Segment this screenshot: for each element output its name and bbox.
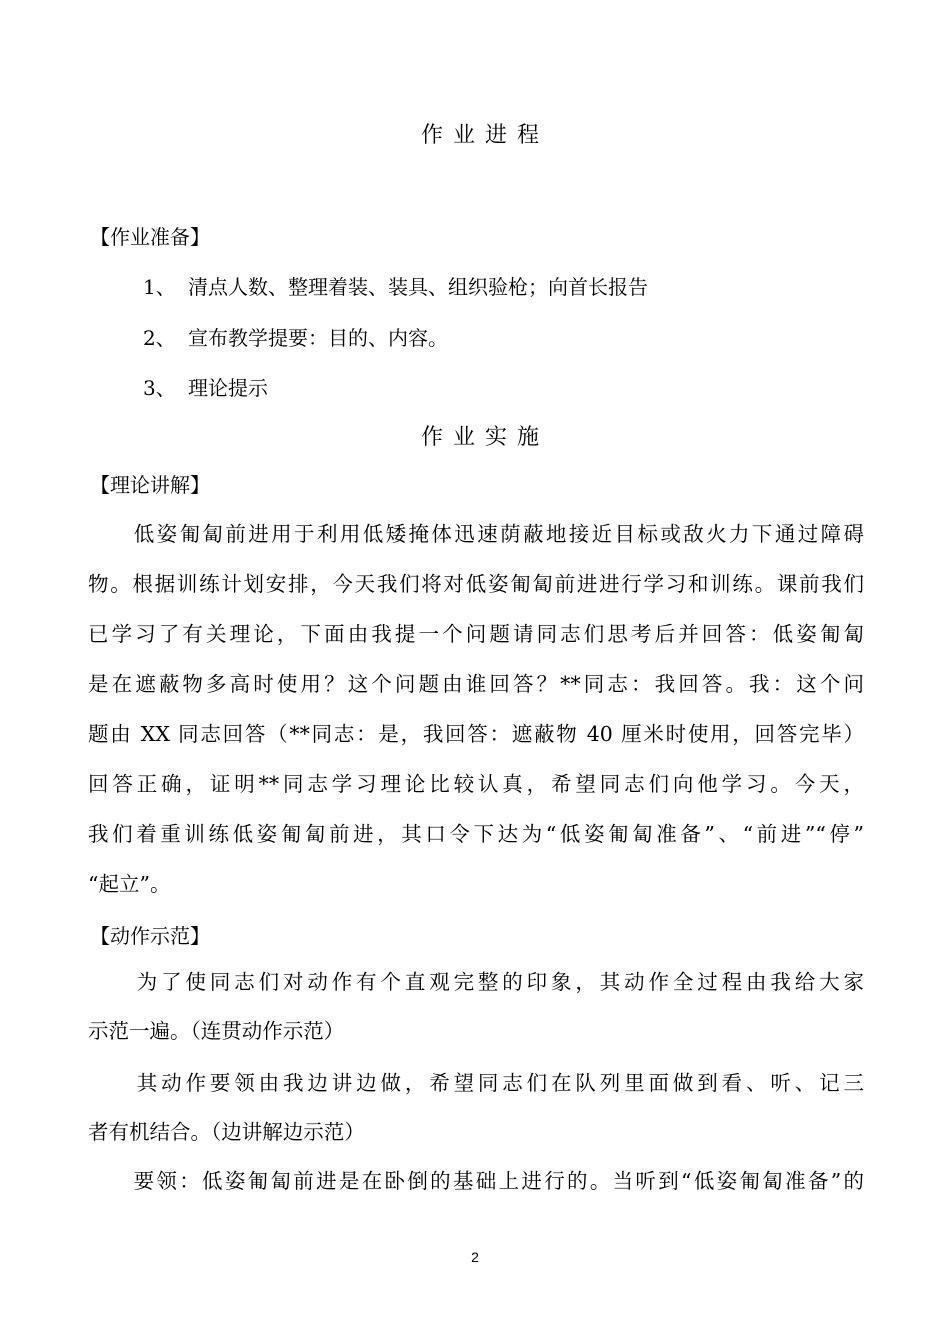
prep-heading: 【作业准备】 bbox=[90, 225, 210, 249]
list-item bbox=[143, 372, 268, 401]
list-item-text: 理论提示 bbox=[188, 376, 268, 400]
paragraph-line: “起立”。 bbox=[88, 872, 171, 896]
paragraph-line: 题由 XX 同志回答（**同志：是，我回答：遮蔽物 40 厘米时使用，回答完毕） bbox=[88, 722, 864, 746]
paragraph-line: 回答正确，证明**同志学习理论比较认真，希望同志们向他学习。今天， bbox=[88, 772, 864, 796]
list-item-text: 清点人数、整理着装、装具、组织验枪；向首长报告 bbox=[188, 275, 648, 299]
list-item-text: 宣布教学提要：目的、内容。 bbox=[188, 326, 448, 350]
paragraph-line: 是在遮蔽物多高时使用？这个问题由谁回答？**同志：我回答。我：这个问 bbox=[88, 672, 864, 696]
page-title: 作业进程 bbox=[420, 123, 549, 148]
demo-heading: 【动作示范】 bbox=[90, 924, 210, 948]
section-title: 作业实施 bbox=[420, 425, 549, 450]
paragraph-line: 我们着重训练低姿匍匐前进，其口令下达为“低姿匍匐准备”、“前进”“停” bbox=[88, 822, 864, 846]
paragraph-line: 为了使同志们对动作有个直观完整的印象，其动作全过程由我给大家 bbox=[88, 970, 864, 994]
list-item bbox=[143, 322, 448, 351]
list-item-number: 1、 bbox=[143, 275, 176, 299]
paragraph-line: 已学习了有关理论，下面由我提一个问题请同志们思考后并回答：低姿匍匐 bbox=[88, 622, 864, 646]
paragraph-line: 者有机结合。（边讲解边示范） bbox=[88, 1120, 365, 1144]
list-item-number: 3、 bbox=[143, 376, 176, 400]
paragraph-line: 要领：低姿匍匐前进是在卧倒的基础上进行的。当听到“低姿匍匐准备”的 bbox=[88, 1169, 864, 1193]
paragraph-line: 物。根据训练计划安排，今天我们将对低姿匍匐前进进行学习和训练。课前我们 bbox=[88, 572, 864, 596]
paragraph-line: 示范一遍。（连贯动作示范） bbox=[88, 1019, 345, 1043]
page-number: 2 bbox=[471, 1249, 479, 1265]
paragraph-line: 低姿匍匐前进用于利用低矮掩体迅速荫蔽地接近目标或敌火力下通过障碍 bbox=[88, 522, 864, 546]
theory-heading: 【理论讲解】 bbox=[90, 473, 210, 497]
paragraph-line: 其动作要领由我边讲边做，希望同志们在队列里面做到看、听、记三 bbox=[88, 1071, 864, 1095]
list-item bbox=[143, 271, 648, 300]
list-item-number: 2、 bbox=[143, 326, 176, 350]
